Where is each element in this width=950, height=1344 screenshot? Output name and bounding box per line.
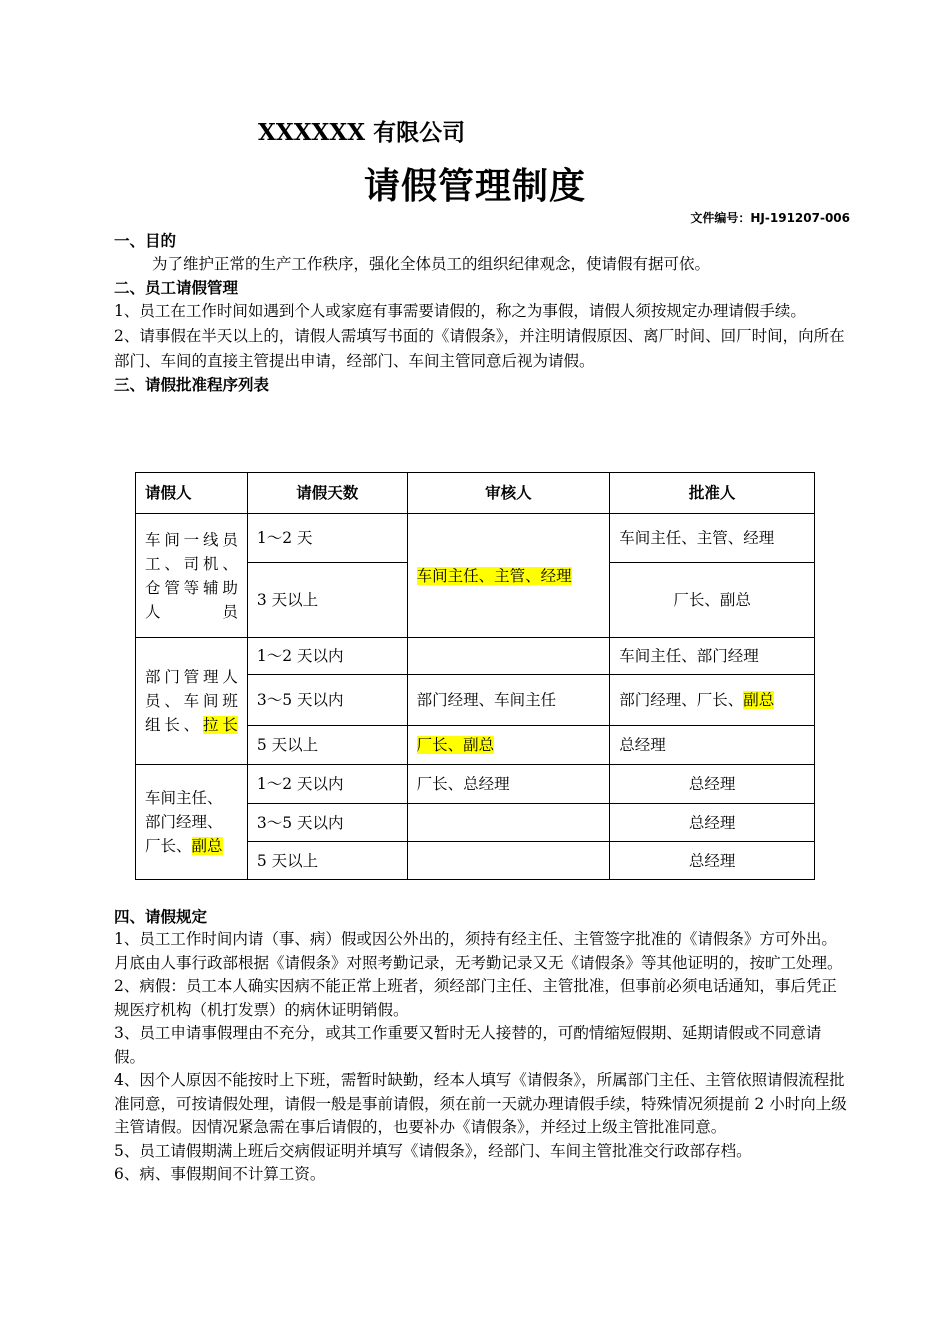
table-header-row [136, 473, 815, 514]
days-cell: 3 天以上 [247, 563, 407, 638]
approver-cell: 总经理 [610, 842, 815, 880]
highlighted-text: 拉长 [203, 716, 238, 734]
applicant-text: 部门管理人员、车间班组长、 [145, 668, 238, 734]
section2-heading: 二、员工请假管理 [114, 279, 239, 297]
approval-table [135, 472, 815, 880]
section4-item: 6、病、事假期间不计算工资。 [114, 1165, 326, 1183]
days-cell: 3～5 天以内 [247, 675, 407, 726]
approver-cell: 总经理 [610, 726, 815, 765]
reviewer-cell: 厂长、总经理 [407, 765, 610, 804]
applicant-cell [136, 638, 248, 765]
approver-cell: 厂长、副总 [610, 563, 815, 638]
highlighted-text: 副总 [191, 837, 223, 855]
applicant-text: 车间主任、部门经理、厂长、 [145, 789, 223, 855]
highlighted-text: 厂长、副总 [416, 736, 495, 754]
table-row [136, 765, 815, 804]
section2-item: 2、请事假在半天以上的，请假人需填写书面的《请假条》，并注明请假原因、离厂时间、回厂时间，向所在部门、车间的直接主管提出申请，经部门、车间主管同意后视为请假。 [114, 327, 845, 370]
company-name: XXXXXX 有限公司 [258, 119, 466, 146]
days-cell: 5 天以上 [247, 726, 407, 765]
section4-item: 5、员工请假期满上班后交病假证明并填写《请假条》，经部门、车间主管批准交行政部存档。 [114, 1141, 752, 1160]
section4-item: 2、病假：员工本人确实因病不能正常上班者，须经部门主任、主管批准，但事前必须电话通知，事后凭正规医疗机构（机打发票）的病休证明销假。 [114, 977, 837, 1019]
document-title: 请假管理制度 [363, 166, 586, 207]
reviewer-cell [407, 726, 610, 765]
approver-cell: 车间主任、主管、经理 [610, 514, 815, 563]
reviewer-cell [407, 514, 610, 638]
approver-cell: 车间主任、部门经理 [610, 638, 815, 675]
days-cell: 1～2 天以内 [247, 765, 407, 804]
reviewer-cell: 部门经理、车间主任 [407, 675, 610, 726]
section1-heading: 一、目的 [114, 232, 177, 250]
reviewer-cell [407, 638, 610, 675]
col-header-applicant: 请假人 [136, 473, 248, 514]
col-header-days: 请假天数 [247, 473, 407, 514]
days-cell: 1～2 天以内 [247, 638, 407, 675]
col-header-reviewer: 审核人 [407, 473, 610, 514]
section4 [114, 906, 850, 1187]
table-row [136, 638, 815, 675]
section3-heading: 三、请假批准程序列表 [114, 376, 270, 394]
document-number: 文件编号：HJ-191207-006 [690, 211, 850, 225]
section4-item: 1、员工工作时间内请（事、病）假或因公外出的，须持有经主任、主管签字批准的《请假条》方可外出。月底由人事行政部根据《请假条》对照考勤记录，无考勤记录又无《请假条》等其他证明的，按旷工处理。 [114, 930, 843, 972]
section2-item: 1、员工在工作时间如遇到个人或家庭有事需要请假的，称之为事假，请假人须按规定办理请假手续。 [114, 302, 806, 320]
reviewer-cell [407, 842, 610, 880]
col-header-approver: 批准人 [610, 473, 815, 514]
section4-heading: 四、请假规定 [114, 908, 208, 926]
days-cell: 3～5 天以内 [247, 804, 407, 842]
reviewer-cell [407, 804, 610, 842]
days-cell: 5 天以上 [247, 842, 407, 880]
approver-cell [610, 675, 815, 726]
applicant-cell [136, 765, 248, 880]
table-row [136, 514, 815, 563]
highlighted-text: 车间主任、主管、经理 [416, 566, 572, 585]
approver-cell: 总经理 [610, 804, 815, 842]
section4-item: 4、因个人原因不能按时上下班，需暂时缺勤，经本人填写《请假条》，所属部门主任、主管依照请假流程批准同意，可按请假处理，请假一般是事前请假，须在前一天就办理请假手续，特殊情况须提前 2 小时向上级主管请假。因情况紧急需在事后请假的，也要补办《请假条》，并经过上级主管批准同意。 [114, 1071, 847, 1136]
section1-text: 为了维护正常的生产工作秩序，强化全体员工的组织纪律观念，使请假有据可依。 [152, 255, 711, 273]
approver-cell: 总经理 [610, 765, 815, 804]
applicant-cell: 车间一线员工、司机、仓管等辅助人员 [136, 514, 248, 638]
days-cell: 1～2 天 [247, 514, 407, 563]
highlighted-text: 副总 [743, 691, 775, 709]
approver-text: 部门经理、厂长、 [619, 691, 744, 709]
section4-item: 3、员工申请事假理由不充分，或其工作重要又暂时无人接替的，可酌情缩短假期、延期请假或不同意请假。 [114, 1024, 822, 1066]
document-body [114, 230, 850, 396]
